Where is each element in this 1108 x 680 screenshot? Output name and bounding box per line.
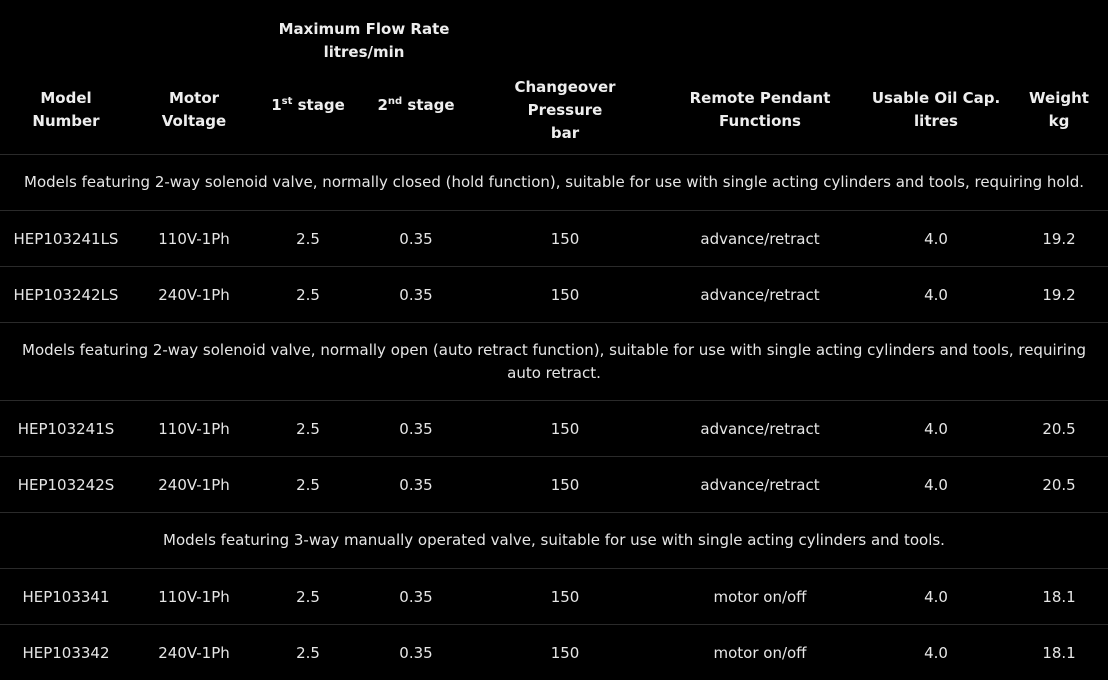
oil-capacity-cell: 4.0 bbox=[862, 401, 1010, 457]
stage-2-cell: 0.35 bbox=[360, 457, 472, 513]
stage-1-cell: 2.5 bbox=[256, 625, 360, 680]
motor-voltage-cell: 240V-1Ph bbox=[132, 457, 256, 513]
section-description: Models featuring 2-way solenoid valve, normally open (auto retract function), suitable for use with single acting cylinders and tools, requiring auto retract. bbox=[0, 323, 1108, 401]
table-body bbox=[0, 155, 1108, 680]
stage-2-cell: 0.35 bbox=[360, 625, 472, 680]
remote-functions-cell: advance/retract bbox=[658, 267, 862, 323]
header-motor-voltage: Motor Voltage bbox=[132, 0, 256, 155]
oil-capacity-cell: 4.0 bbox=[862, 625, 1010, 680]
changeover-pressure-cell: 150 bbox=[472, 625, 658, 680]
section-description: Models featuring 3-way manually operated valve, suitable for use with single acting cylinders and tools. bbox=[0, 513, 1108, 569]
header-changeover-pressure: Changeover Pressure bar bbox=[472, 0, 658, 155]
model-number-cell: HEP103241LS bbox=[0, 211, 132, 267]
header-stage-2: 2nd stage bbox=[360, 68, 472, 155]
table-row bbox=[0, 625, 1108, 680]
motor-voltage-cell: 240V-1Ph bbox=[132, 267, 256, 323]
changeover-pressure-cell: 150 bbox=[472, 211, 658, 267]
remote-functions-cell: advance/retract bbox=[658, 457, 862, 513]
weight-cell: 20.5 bbox=[1010, 401, 1108, 457]
remote-functions-cell: motor on/off bbox=[658, 569, 862, 625]
stage-2-cell: 0.35 bbox=[360, 401, 472, 457]
remote-functions-cell: advance/retract bbox=[658, 211, 862, 267]
table-row bbox=[0, 569, 1108, 625]
weight-cell: 19.2 bbox=[1010, 267, 1108, 323]
weight-cell: 20.5 bbox=[1010, 457, 1108, 513]
table-row bbox=[0, 267, 1108, 323]
table-row bbox=[0, 211, 1108, 267]
header-stage-1: 1st stage bbox=[256, 68, 360, 155]
changeover-pressure-cell: 150 bbox=[472, 569, 658, 625]
stage-1-cell: 2.5 bbox=[256, 267, 360, 323]
motor-voltage-cell: 110V-1Ph bbox=[132, 569, 256, 625]
table-row bbox=[0, 401, 1108, 457]
table-row bbox=[0, 457, 1108, 513]
header-model-number: Model Number bbox=[0, 0, 132, 155]
stage-1-cell: 2.5 bbox=[256, 569, 360, 625]
model-number-cell: HEP103341 bbox=[0, 569, 132, 625]
model-number-cell: HEP103342 bbox=[0, 625, 132, 680]
model-number-cell: HEP103242LS bbox=[0, 267, 132, 323]
weight-cell: 19.2 bbox=[1010, 211, 1108, 267]
section-row bbox=[0, 155, 1108, 211]
header-remote-pendant: Remote Pendant Functions bbox=[658, 0, 862, 155]
header-weight: Weight kg bbox=[1010, 0, 1108, 155]
section-description: Models featuring 2-way solenoid valve, normally closed (hold function), suitable for use with single acting cylinders and tools, requiring hold. bbox=[0, 155, 1108, 211]
oil-capacity-cell: 4.0 bbox=[862, 457, 1010, 513]
weight-cell: 18.1 bbox=[1010, 569, 1108, 625]
model-number-cell: HEP103242S bbox=[0, 457, 132, 513]
section-row bbox=[0, 323, 1108, 401]
remote-functions-cell: motor on/off bbox=[658, 625, 862, 680]
stage-2-cell: 0.35 bbox=[360, 211, 472, 267]
oil-capacity-cell: 4.0 bbox=[862, 211, 1010, 267]
motor-voltage-cell: 110V-1Ph bbox=[132, 401, 256, 457]
model-number-cell: HEP103241S bbox=[0, 401, 132, 457]
changeover-pressure-cell: 150 bbox=[472, 401, 658, 457]
oil-capacity-cell: 4.0 bbox=[862, 267, 1010, 323]
motor-voltage-cell: 240V-1Ph bbox=[132, 625, 256, 680]
header-oil-capacity: Usable Oil Cap. litres bbox=[862, 0, 1010, 155]
stage-1-cell: 2.5 bbox=[256, 401, 360, 457]
motor-voltage-cell: 110V-1Ph bbox=[132, 211, 256, 267]
section-row bbox=[0, 513, 1108, 569]
changeover-pressure-cell: 150 bbox=[472, 457, 658, 513]
oil-capacity-cell: 4.0 bbox=[862, 569, 1010, 625]
stage-1-cell: 2.5 bbox=[256, 457, 360, 513]
changeover-pressure-cell: 150 bbox=[472, 267, 658, 323]
stage-2-cell: 0.35 bbox=[360, 569, 472, 625]
weight-cell: 18.1 bbox=[1010, 625, 1108, 680]
stage-1-cell: 2.5 bbox=[256, 211, 360, 267]
remote-functions-cell: advance/retract bbox=[658, 401, 862, 457]
header-flow-rate: Maximum Flow Rate litres/min bbox=[256, 0, 472, 68]
stage-2-cell: 0.35 bbox=[360, 267, 472, 323]
